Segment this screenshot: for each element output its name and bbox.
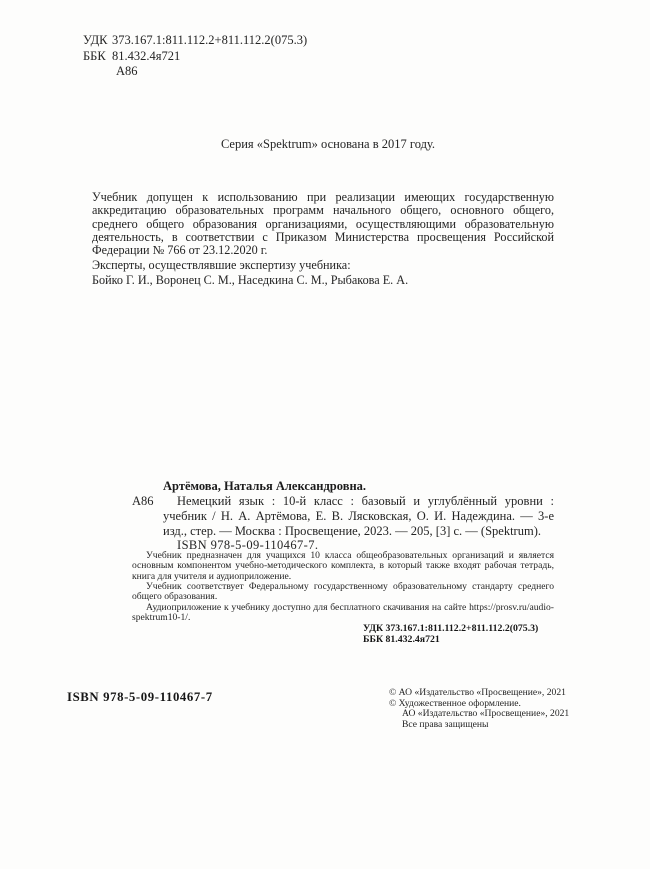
- experts-names: Бойко Г. И., Воронец С. М., Наседкина С. М., Рыбакова Е. А.: [92, 272, 409, 287]
- copyright-rights-reserved: Все права защищены: [402, 718, 489, 730]
- bbk-label: ББК: [83, 48, 106, 63]
- catalog-description: Немецкий язык : 10-й класс : базовый и углублённый уровни : учебник / Н. А. Артёмова, Е. В. Лясковская, О. И. Надеждина. — 3-е изд., стер. — Москва : Просвещение, 2023. — 205, [3] с. — (Spektrum).: [163, 494, 554, 538]
- catalog-author-sign: А86: [132, 494, 154, 508]
- copyright-publisher: © АО «Издательство «Просвещение», 2021: [389, 687, 566, 698]
- annotation-block: [132, 551, 554, 623]
- copyright-block: [389, 688, 569, 730]
- copyright-art: © Художественное оформление.: [389, 697, 521, 709]
- series-note: Серия «Spektrum» основана в 2017 году.: [220, 137, 436, 151]
- catalog-author: Артёмова, Наталья Александровна.: [163, 479, 367, 493]
- annotation-audio: Аудиоприложение к учебнику доступно для бесплатного скачивания на сайте https://prosv.ru/audio-spektrum10-1/.: [132, 601, 554, 624]
- top-classification-block: [83, 33, 307, 80]
- udk-label: УДК: [83, 33, 108, 47]
- udk-value: 373.167.1:811.112.2+811.112.2(075.3): [112, 33, 308, 47]
- isbn-bottom: ISBN 978-5-09-110467-7: [67, 690, 213, 704]
- catalog-isbn: ISBN 978-5-09-110467-7.: [177, 538, 319, 552]
- udk-line-bold: УДК 373.167.1:811.112.2+811.112.2(075.3): [363, 623, 539, 634]
- bbk-line-bold: ББК 81.432.4я721: [363, 634, 440, 646]
- annotation-standard: Учебник соответствует Федеральному государственному образовательному стандарту среднего общего образования.: [132, 581, 554, 603]
- bbk-row: [83, 49, 307, 65]
- copyright-publisher-repeat: АО «Издательство «Просвещение», 2021: [402, 708, 570, 720]
- experts-intro: Эксперты, осуществлявшие экспертизу учебника:: [92, 258, 351, 272]
- admission-paragraph: Учебник допущен к использованию при реализации имеющих государственную аккредитацию образовательных программ начального общего, основного общего, среднего общего образования организациями, осуществляющими образовательную деятельность, в соответствии с Приказом Министерства просвещения Российской Федерации № 766 от 23.12.2020 г.: [92, 190, 554, 258]
- udk-row: [83, 33, 307, 49]
- bbk-value: 81.432.4я721: [112, 48, 181, 63]
- author-sign: А86: [116, 64, 138, 78]
- experts-block: [92, 258, 408, 287]
- classification-repeat-block: [363, 623, 538, 645]
- annotation-audience: Учебник предназначен для учащихся 10 класса общеобразовательных организаций и является основным компонентом учебно-методического комплекта, в который также входят рабочая тетрадь, книга для учителя и аудиоприложение.: [132, 550, 554, 582]
